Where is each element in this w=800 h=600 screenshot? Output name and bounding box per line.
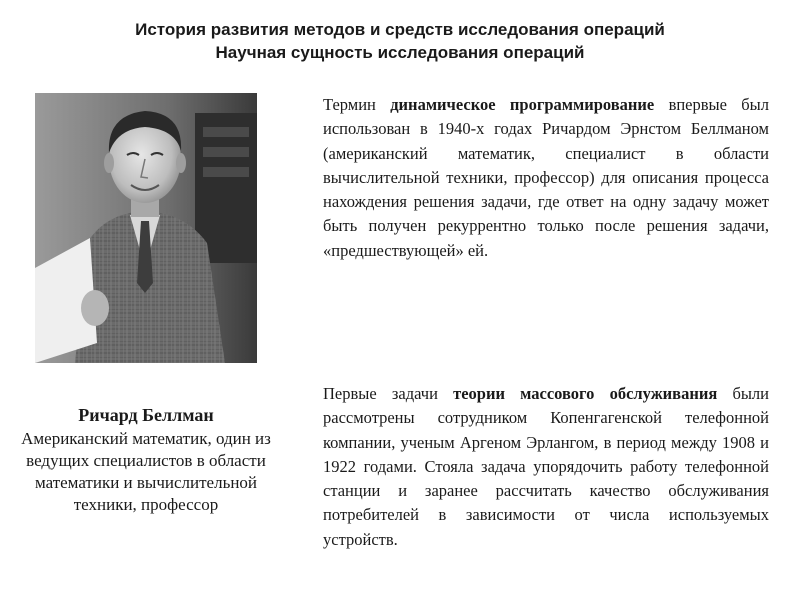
portrait-illustration bbox=[35, 93, 257, 363]
slide-title: История развития методов и средств исследования операций bbox=[135, 20, 665, 39]
paragraph-2-term: теории массового обслуживания bbox=[453, 384, 718, 403]
paragraph-1-term: динамическое программирование bbox=[390, 95, 655, 114]
paragraph-2-after: были рассмотрены сотрудником Копенгагенской телефонной компании, ученым Аргеном Эрлангом, в период между 1908 и 1922 годами. Стояла задача упорядочить работу телефонной станции и заранее рассчитать качество обслуживания потребителей в зависимости от числа используемых устройств. bbox=[323, 384, 769, 549]
caption-name: Ричард Беллман bbox=[78, 405, 214, 425]
paragraph-1-before: Термин bbox=[323, 95, 391, 114]
paragraph-dynamic-programming bbox=[323, 93, 769, 263]
paragraph-queueing-theory bbox=[323, 382, 769, 552]
slide-header bbox=[0, 18, 800, 64]
portrait-caption bbox=[10, 404, 282, 516]
paragraph-1-after: впервые был использован в 1940-х годах Ричардом Эрнстом Беллманом (американский математик, специалист в области вычислительной техники, профессор) для описания процесса нахождения решения задачи, где ответ на одну задачу может быть получен рекуррентно только после решения задачи, «предшествующей» ей. bbox=[323, 95, 769, 260]
portrait-photo bbox=[35, 93, 257, 363]
slide-subtitle: Научная сущность исследования операций bbox=[215, 43, 585, 62]
caption-description: Американский математик, один из ведущих специалистов в области математики и вычислительной техники, профессор bbox=[21, 429, 271, 514]
paragraph-2-before: Первые задачи bbox=[323, 384, 454, 403]
